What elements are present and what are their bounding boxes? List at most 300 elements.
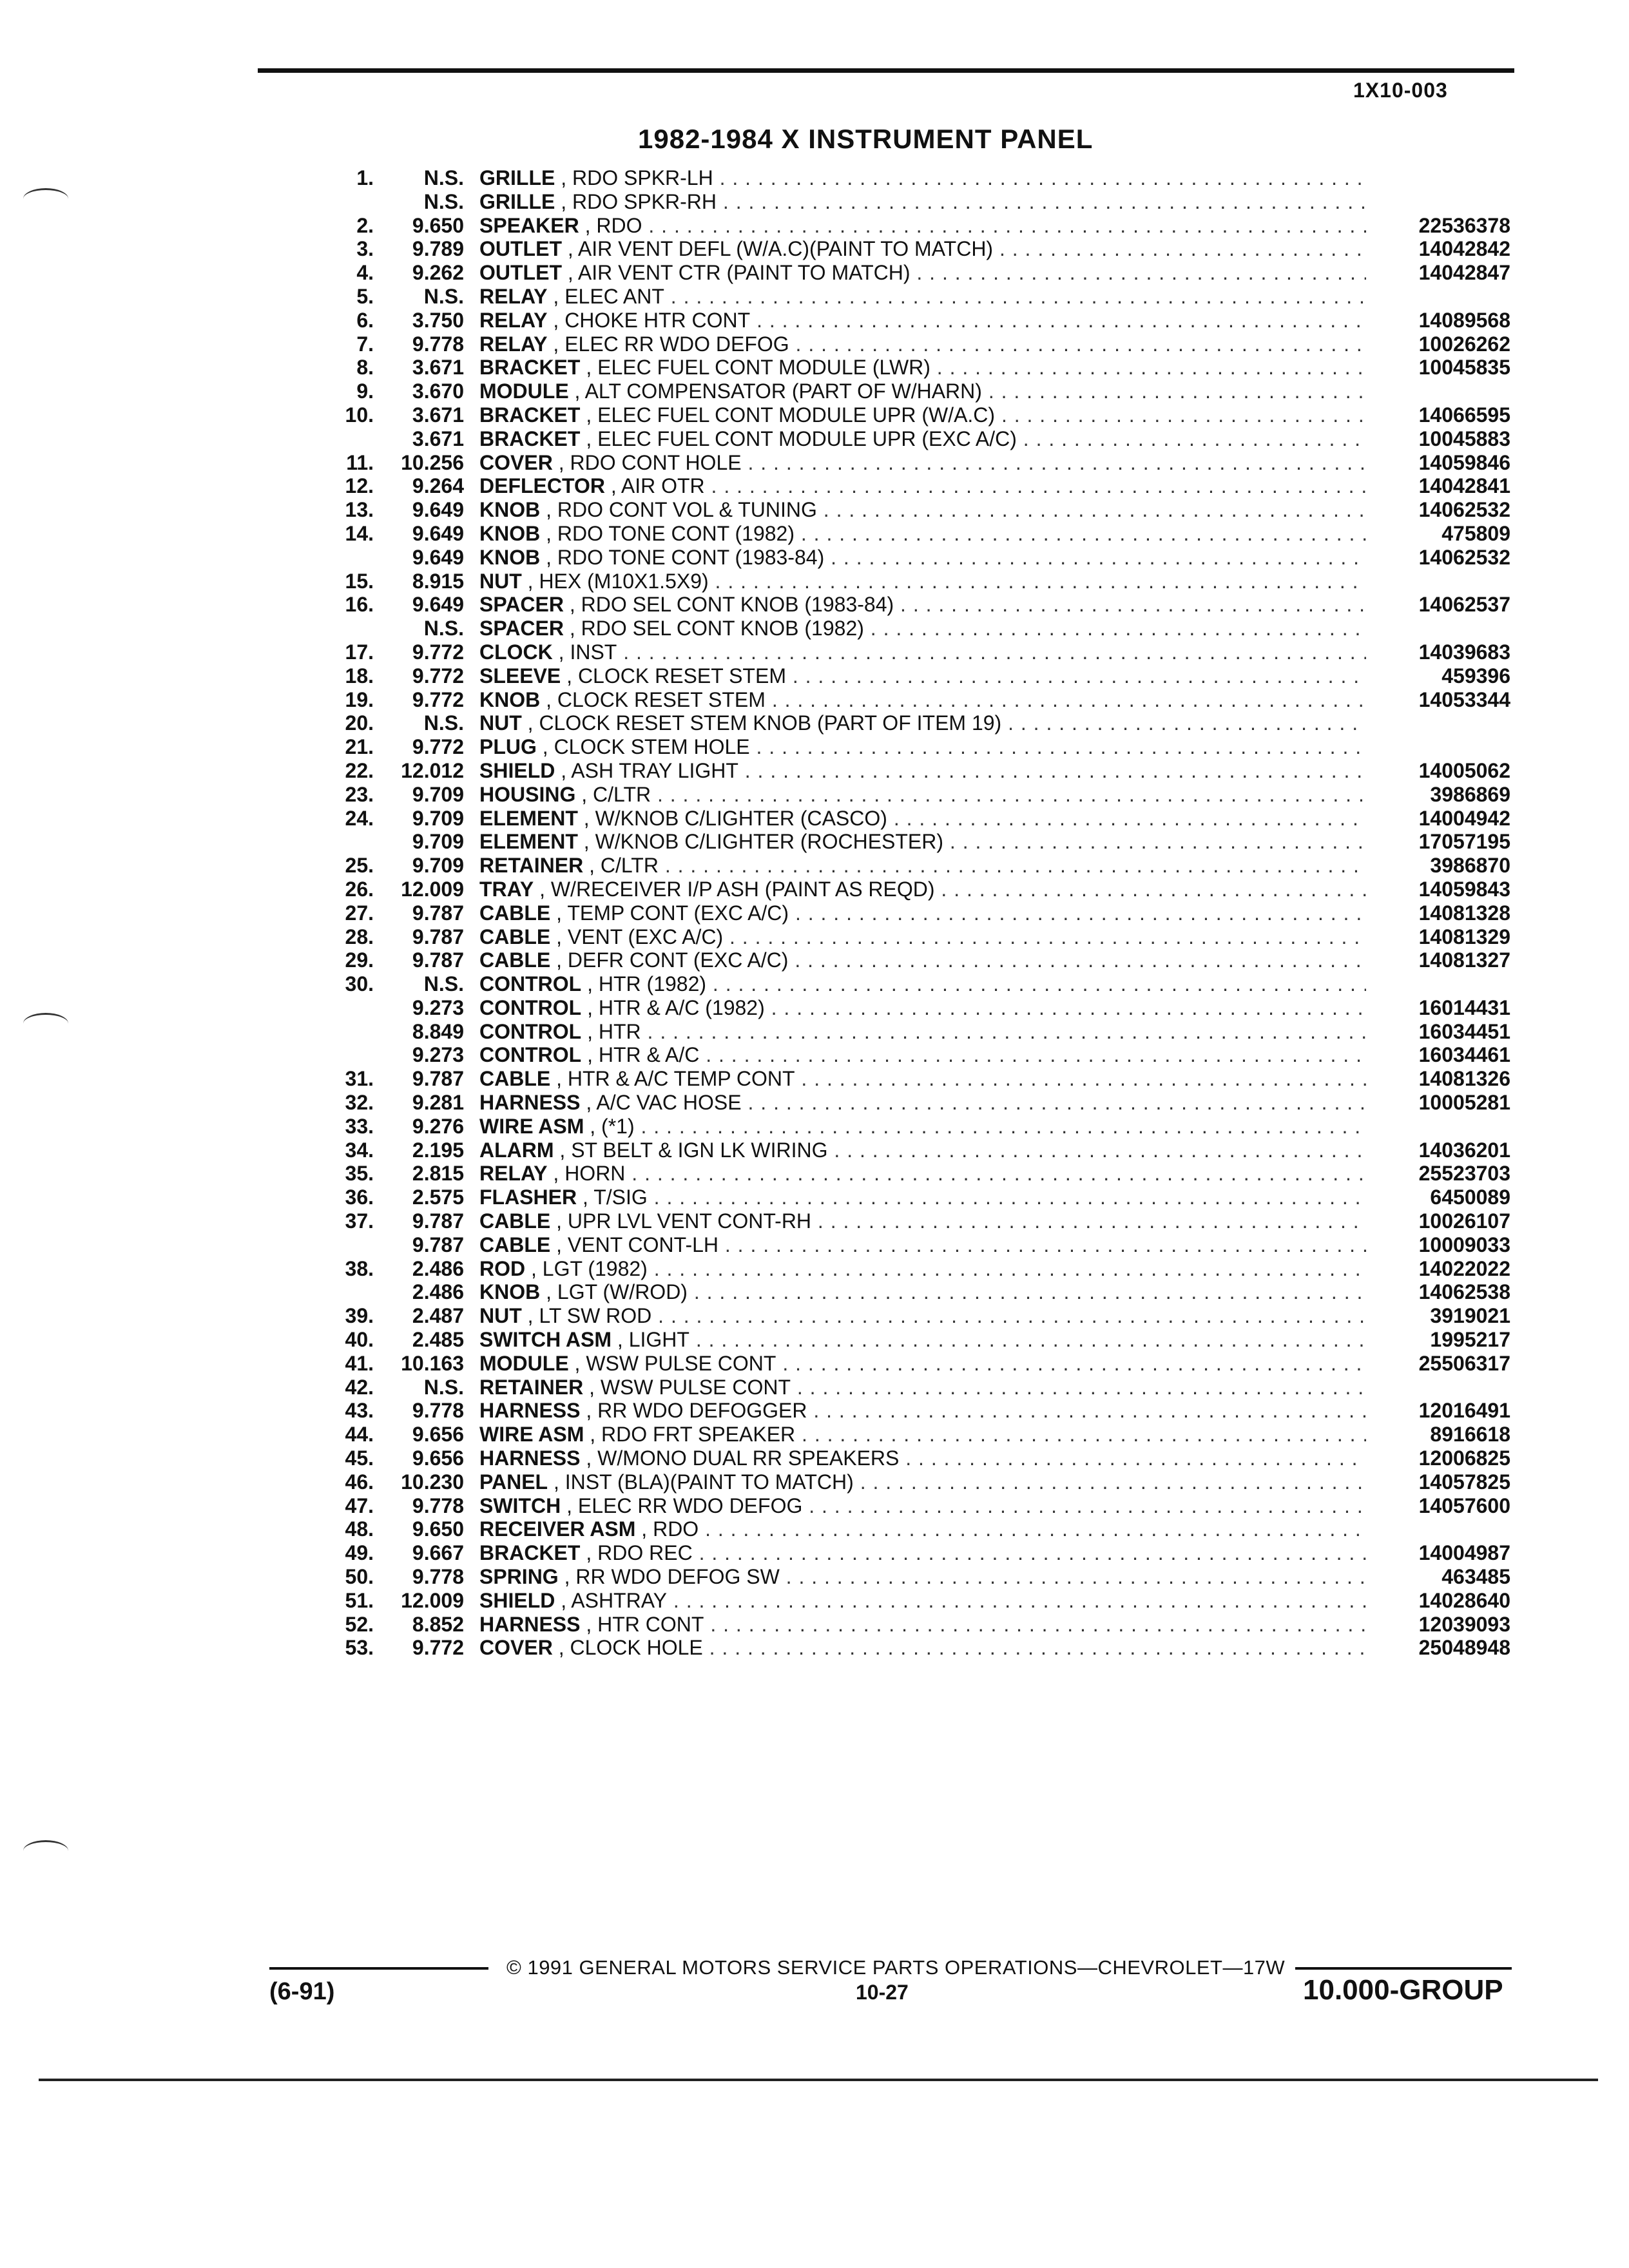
part-number: 12016491 [1418,1399,1510,1423]
part-number: 16034461 [1418,1043,1510,1067]
parts-row [0,1423,1629,1446]
part-detail: C/LTR [593,782,651,806]
item-number: 17. [345,640,374,664]
part-detail: (*1) [601,1114,635,1138]
part-number: 10045883 [1418,427,1510,450]
group-number: 9.656 [412,1446,464,1470]
group-number: 9.787 [412,1067,464,1091]
part-detail: ASHTRAY [571,1588,668,1612]
part-description: SLEEVE , CLOCK RESET STEM . . . [479,664,1366,688]
part-detail: RR WDO DEFOG SW [575,1565,780,1589]
part-description: RETAINER , WSW PULSE CONT . . . [479,1376,1366,1399]
parts-row [0,190,1629,214]
part-name: HARNESS [479,1612,581,1636]
part-name: FLASHER [479,1186,577,1209]
item-number: 7. [356,332,374,356]
part-number: 14081326 [1418,1067,1510,1091]
part-description: CABLE , TEMP CONT (EXC A/C) . . . [479,901,1366,925]
part-detail: HTR [598,1019,641,1043]
parts-row [0,664,1629,688]
item-number: 35. [345,1162,374,1186]
parts-row [0,285,1629,309]
part-description: HOUSING , C/LTR . . . [479,783,1366,807]
group-number: 8.915 [412,569,464,593]
part-name: CABLE [479,901,551,925]
parts-row [0,237,1629,261]
part-name: SPEAKER [479,213,579,237]
part-description: KNOB , RDO TONE CONT (1983-84) . . . [479,546,1366,570]
part-number: 3986870 [1430,854,1510,878]
parts-row [0,807,1629,831]
part-name: CLOCK [479,640,553,664]
part-description: CONTROL , HTR & A/C . . . [479,1043,1366,1067]
part-description: CONTROL , HTR & A/C (1982) . . . [479,996,1366,1020]
part-number: 14005062 [1418,758,1510,782]
group-number: 3.670 [412,380,464,403]
part-number: 17057195 [1418,830,1510,854]
part-number: 10026107 [1418,1209,1510,1233]
part-description: COVER , RDO CONT HOLE . . . [479,451,1366,475]
footer-rule-right [1295,1967,1512,1970]
part-detail: CLOCK HOLE [570,1636,703,1660]
part-description: SPRING , RR WDO DEFOG SW . . . [479,1565,1366,1589]
part-number: 14057600 [1418,1494,1510,1517]
part-detail: ELEC ANT [564,284,664,308]
part-detail: ELEC FUEL CONT MODULE UPR (EXC A/C) [597,427,1017,450]
item-number: 51. [345,1588,374,1612]
parts-row [0,948,1629,972]
group-number: 3.671 [412,356,464,380]
group-number: 9.281 [412,1091,464,1115]
part-name: ELEMENT [479,830,578,854]
part-number: 14028640 [1418,1588,1510,1612]
part-number: 14042842 [1418,237,1510,261]
part-description: CONTROL , HTR (1982) . . . [479,972,1366,996]
punch-hole-mark [23,1840,68,1861]
part-detail: CLOCK RESET STEM KNOB (PART OF ITEM 19) [539,711,1002,735]
group-number: N.S. [423,617,464,640]
part-description: GRILLE , RDO SPKR-RH . . . [479,190,1366,214]
part-description: BRACKET , ELEC FUEL CONT MODULE (LWR) . . . [479,356,1366,380]
part-description: CABLE , HTR & A/C TEMP CONT . . . [479,1067,1366,1091]
part-description: HARNESS , RR WDO DEFOGGER . . . [479,1399,1366,1423]
part-detail: WSW PULSE CONT [600,1375,791,1399]
item-number: 15. [345,569,374,593]
part-description: SPACER , RDO SEL CONT KNOB (1983-84) . . . [479,593,1366,617]
part-description: HARNESS , W/MONO DUAL RR SPEAKERS . . . [479,1446,1366,1470]
part-name: HARNESS [479,1091,581,1115]
group-number: 2.195 [412,1138,464,1162]
part-description: ELEMENT , W/KNOB C/LIGHTER (CASCO) . . . [479,807,1366,831]
part-description: NUT , HEX (M10X1.5X9) . . . [479,570,1366,593]
part-description: WIRE ASM , RDO FRT SPEAKER . . . [479,1423,1366,1446]
part-name: WIRE ASM [479,1423,584,1446]
group-number: 9.709 [412,782,464,806]
part-name: TRAY [479,877,534,901]
parts-row [0,1352,1629,1376]
part-detail: RDO SEL CONT KNOB (1982) [581,617,864,640]
group-number: 9.649 [412,545,464,569]
parts-row [0,1494,1629,1518]
part-description: PANEL , INST (BLA)(PAINT TO MATCH) . . . [479,1470,1366,1494]
part-detail: RDO SPKR-RH [572,189,717,213]
part-number: 8916618 [1430,1423,1510,1446]
part-detail: HEX (M10X1.5X9) [539,569,709,593]
part-description: NUT , CLOCK RESET STEM KNOB (PART OF ITEM 19) . . . [479,711,1366,735]
part-name: CABLE [479,1209,551,1233]
part-description: PLUG , CLOCK STEM HOLE . . . [479,735,1366,759]
item-number: 40. [345,1328,374,1352]
part-detail: W/MONO DUAL RR SPEAKERS [597,1446,900,1470]
group-number: 9.709 [412,806,464,830]
part-name: OUTLET [479,261,562,285]
part-name: KNOB [479,687,541,711]
group-number: 12.009 [401,877,464,901]
part-number: 12039093 [1418,1612,1510,1636]
parts-row [0,878,1629,901]
item-number: 53. [345,1636,374,1660]
part-name: KNOB [479,498,541,522]
part-description: MODULE , WSW PULSE CONT . . . [479,1352,1366,1376]
group-number: N.S. [423,166,464,189]
part-detail: CHOKE HTR CONT [564,308,751,332]
part-description: TRAY , W/RECEIVER I/P ASH (PAINT AS REQD) . . . [479,878,1366,901]
part-name: NUT [479,711,522,735]
parts-row [0,783,1629,807]
parts-row [0,1304,1629,1328]
part-name: CABLE [479,1067,551,1091]
item-number: 6. [356,308,374,332]
group-number: 8.852 [412,1612,464,1636]
part-name: CONTROL [479,1019,582,1043]
item-number: 39. [345,1304,374,1328]
parts-row [0,1186,1629,1209]
item-number: 36. [345,1186,374,1209]
group-number: 9.778 [412,1494,464,1517]
part-name: WIRE ASM [479,1114,584,1138]
group-number: 9.787 [412,901,464,925]
item-number: 33. [345,1114,374,1138]
footer-rule-left [269,1967,488,1970]
group-number: 9.262 [412,261,464,285]
part-description: NUT , LT SW ROD . . . [479,1304,1366,1328]
group-number: 9.789 [412,237,464,261]
parts-row [0,1209,1629,1233]
part-name: SHIELD [479,1588,555,1612]
part-name: KNOB [479,1280,541,1304]
part-name: SLEEVE [479,664,561,687]
group-number: 9.787 [412,948,464,972]
parts-row [0,1115,1629,1139]
item-number: 13. [345,498,374,522]
part-name: RETAINER [479,854,584,878]
item-number: 29. [345,948,374,972]
group-number: 9.273 [412,995,464,1019]
parts-row [0,1162,1629,1186]
parts-row [0,925,1629,949]
part-description: SWITCH ASM , LIGHT . . . [479,1328,1366,1352]
group-number: 9.778 [412,332,464,356]
part-detail: C/LTR [600,854,659,878]
part-description: BRACKET , RDO REC . . . [479,1541,1366,1565]
parts-row [0,1565,1629,1589]
item-number: 48. [345,1517,374,1541]
group-number: 9.667 [412,1541,464,1565]
group-number: 9.778 [412,1399,464,1423]
part-detail: CLOCK STEM HOLE [554,735,750,759]
part-description: RELAY , CHOKE HTR CONT . . . [479,309,1366,332]
part-detail: RDO [653,1517,699,1541]
part-detail: RDO SPKR-LH [572,166,713,189]
parts-row [0,830,1629,854]
group-number: 9.772 [412,664,464,687]
part-description: ELEMENT , W/KNOB C/LIGHTER (ROCHESTER) . . . [479,830,1366,854]
part-detail: A/C VAC HOSE [596,1091,742,1115]
part-name: RELAY [479,1162,548,1186]
part-name: ALARM [479,1138,554,1162]
part-number: 14081327 [1418,948,1510,972]
parts-row [0,451,1629,475]
group-number: N.S. [423,711,464,735]
part-description: KNOB , CLOCK RESET STEM . . . [479,688,1366,712]
part-number: 14081328 [1418,901,1510,925]
part-description: GRILLE , RDO SPKR-LH . . . [479,166,1366,190]
parts-row [0,1233,1629,1257]
parts-row [0,546,1629,570]
part-name: NUT [479,569,522,593]
parts-row [0,996,1629,1020]
group-number: 3.750 [412,308,464,332]
part-name: RELAY [479,284,548,308]
group-label: 10.000-GROUP [1303,1974,1503,2006]
item-number: 45. [345,1446,374,1470]
part-number: 14004987 [1418,1541,1510,1565]
parts-row [0,854,1629,878]
part-detail: ELEC FUEL CONT MODULE UPR (W/A.C) [597,403,996,427]
copyright-line: © 1991 GENERAL MOTORS SERVICE PARTS OPERATIONS—CHEVROLET—17W [506,1956,1286,1979]
group-number: 9.649 [412,593,464,617]
part-description: HARNESS , HTR CONT . . . [479,1613,1366,1637]
part-number: 25523703 [1418,1162,1510,1186]
parts-row [0,332,1629,356]
item-number: 32. [345,1091,374,1115]
part-name: ELEMENT [479,806,578,830]
part-detail: HTR & A/C TEMP CONT [567,1067,795,1091]
group-number: 9.264 [412,474,464,498]
part-name: BRACKET [479,427,581,450]
part-number: 14004942 [1418,806,1510,830]
part-number: 6450089 [1430,1186,1510,1209]
part-number: 10005281 [1418,1091,1510,1115]
part-name: COVER [479,450,553,474]
part-detail: RDO TONE CONT (1982) [557,521,795,545]
group-number: 9.778 [412,1565,464,1589]
group-number: 2.487 [412,1304,464,1328]
parts-row [0,427,1629,451]
part-detail: RDO TONE CONT (1983-84) [557,545,825,569]
part-name: SWITCH ASM [479,1328,612,1352]
group-number: 2.486 [412,1256,464,1280]
part-detail: T/SIG [593,1186,648,1209]
part-detail: AIR OTR [621,474,705,498]
part-detail: ALT COMPENSATOR (PART OF W/HARN) [584,380,982,403]
part-name: NUT [479,1304,522,1328]
part-detail: RDO [596,213,642,237]
parts-row [0,214,1629,238]
item-number: 37. [345,1209,374,1233]
part-detail: RDO CONT HOLE [570,450,742,474]
parts-row [0,593,1629,617]
parts-row [0,759,1629,783]
item-number: 46. [345,1470,374,1494]
group-number: 12.012 [401,758,464,782]
part-number: 12006825 [1418,1446,1510,1470]
part-detail: HTR & A/C (1982) [598,995,765,1019]
item-number: 24. [345,806,374,830]
part-description: CABLE , UPR LVL VENT CONT-RH . . . [479,1209,1366,1233]
part-name: HARNESS [479,1446,581,1470]
part-number: 14081329 [1418,925,1510,948]
part-name: PANEL [479,1470,548,1494]
group-number: 9.649 [412,521,464,545]
parts-row [0,711,1629,735]
group-number: 9.787 [412,1209,464,1233]
part-name: SPACER [479,617,564,640]
part-name: CABLE [479,1233,551,1256]
group-number: 9.709 [412,854,464,878]
part-number: 25048948 [1418,1636,1510,1660]
part-number: 14036201 [1418,1138,1510,1162]
part-detail: LGT (1982) [542,1256,648,1280]
part-number: 14062537 [1418,593,1510,617]
part-number: 16034451 [1418,1019,1510,1043]
item-number: 21. [345,735,374,759]
part-detail: UPR LVL VENT CONT-RH [567,1209,812,1233]
group-number: 9.656 [412,1423,464,1446]
part-detail: CLOCK RESET STEM [557,687,766,711]
parts-list [0,166,1629,1660]
parts-row [0,522,1629,546]
item-number: 43. [345,1399,374,1423]
part-number: 14062532 [1418,498,1510,522]
part-detail: VENT CONT-LH [567,1233,718,1256]
part-name: GRILLE [479,189,555,213]
part-description: OUTLET , AIR VENT CTR (PAINT TO MATCH) . . . [479,261,1366,285]
part-detail: HTR (1982) [598,972,707,996]
part-description: HARNESS , A/C VAC HOSE . . . [479,1091,1366,1115]
part-name: PLUG [479,735,537,759]
group-number: 8.849 [412,1019,464,1043]
parts-row [0,261,1629,285]
group-number: 9.273 [412,1043,464,1067]
part-description: RELAY , HORN . . . [479,1162,1366,1186]
item-number: 11. [346,450,374,474]
item-number: 26. [345,877,374,901]
group-number: 10.256 [401,450,464,474]
group-number: 9.772 [412,640,464,664]
item-number: 50. [345,1565,374,1589]
part-detail: ASH TRAY LIGHT [571,758,738,782]
part-number: 459396 [1441,664,1510,687]
part-number: 3919021 [1430,1304,1510,1328]
part-name: SHIELD [479,758,555,782]
group-number: 9.709 [412,830,464,854]
item-number: 4. [356,261,374,285]
parts-row [0,166,1629,190]
part-name: MODULE [479,1351,569,1375]
page-title: 1982-1984 X INSTRUMENT PANEL [638,124,1094,154]
part-name: CABLE [479,925,551,948]
group-number: 2.575 [412,1186,464,1209]
group-number: 10.163 [401,1351,464,1375]
part-detail: INST (BLA)(PAINT TO MATCH) [564,1470,854,1494]
part-number: 14042847 [1418,261,1510,285]
group-number: 9.772 [412,687,464,711]
group-number: N.S. [423,972,464,996]
part-name: RELAY [479,308,548,332]
group-number: 2.485 [412,1328,464,1352]
part-detail: HORN [564,1162,626,1186]
part-description: FLASHER , T/SIG . . . [479,1186,1366,1209]
group-number: 2.486 [412,1280,464,1304]
parts-row [0,688,1629,712]
part-name: SPACER [479,593,564,617]
part-number: 14039683 [1418,640,1510,664]
part-name: MODULE [479,380,569,403]
parts-row [0,403,1629,427]
part-number: 16014431 [1418,995,1510,1019]
parts-row [0,901,1629,925]
part-description: RETAINER , C/LTR . . . [479,854,1366,878]
group-number: 9.276 [412,1114,464,1138]
part-name: SWITCH [479,1494,561,1517]
part-detail: W/RECEIVER I/P ASH (PAINT AS REQD) [550,877,935,901]
part-detail: RDO SEL CONT KNOB (1983-84) [581,593,894,617]
page-code: 1X10-003 [1353,79,1448,102]
part-description: BRACKET , ELEC FUEL CONT MODULE UPR (EXC A/C) . . . [479,427,1366,451]
part-number: 1995217 [1430,1328,1510,1352]
part-number: 10026262 [1418,332,1510,356]
item-number: 5. [356,284,374,308]
part-detail: RDO CONT VOL & TUNING [557,498,817,522]
part-detail: AIR VENT DEFL (W/A.C)(PAINT TO MATCH) [577,237,994,261]
group-number: N.S. [423,189,464,213]
parts-row [0,570,1629,593]
part-description: CABLE , DEFR CONT (EXC A/C) . . . [479,948,1366,972]
part-number: 14053344 [1418,687,1510,711]
item-number: 2. [356,213,374,237]
part-description: SWITCH , ELEC RR WDO DEFOG . . . [479,1494,1366,1518]
parts-row [0,380,1629,403]
parts-row [0,356,1629,380]
group-number: N.S. [423,284,464,308]
item-number: 3. [356,237,374,261]
part-name: BRACKET [479,1541,581,1565]
parts-row [0,1613,1629,1637]
parts-row [0,1517,1629,1541]
parts-row [0,972,1629,996]
part-number: 22536378 [1418,213,1510,237]
part-description: MODULE , ALT COMPENSATOR (PART OF W/HARN) . . . [479,380,1366,403]
item-number: 28. [345,925,374,948]
part-detail: HTR CONT [597,1612,704,1636]
part-number: 14022022 [1418,1256,1510,1280]
part-description: CONTROL , HTR . . . [479,1020,1366,1044]
item-number: 44. [345,1423,374,1446]
item-number: 47. [345,1494,374,1517]
part-description: SPACER , RDO SEL CONT KNOB (1982) . . . [479,617,1366,640]
part-name: RECEIVER ASM [479,1517,636,1541]
